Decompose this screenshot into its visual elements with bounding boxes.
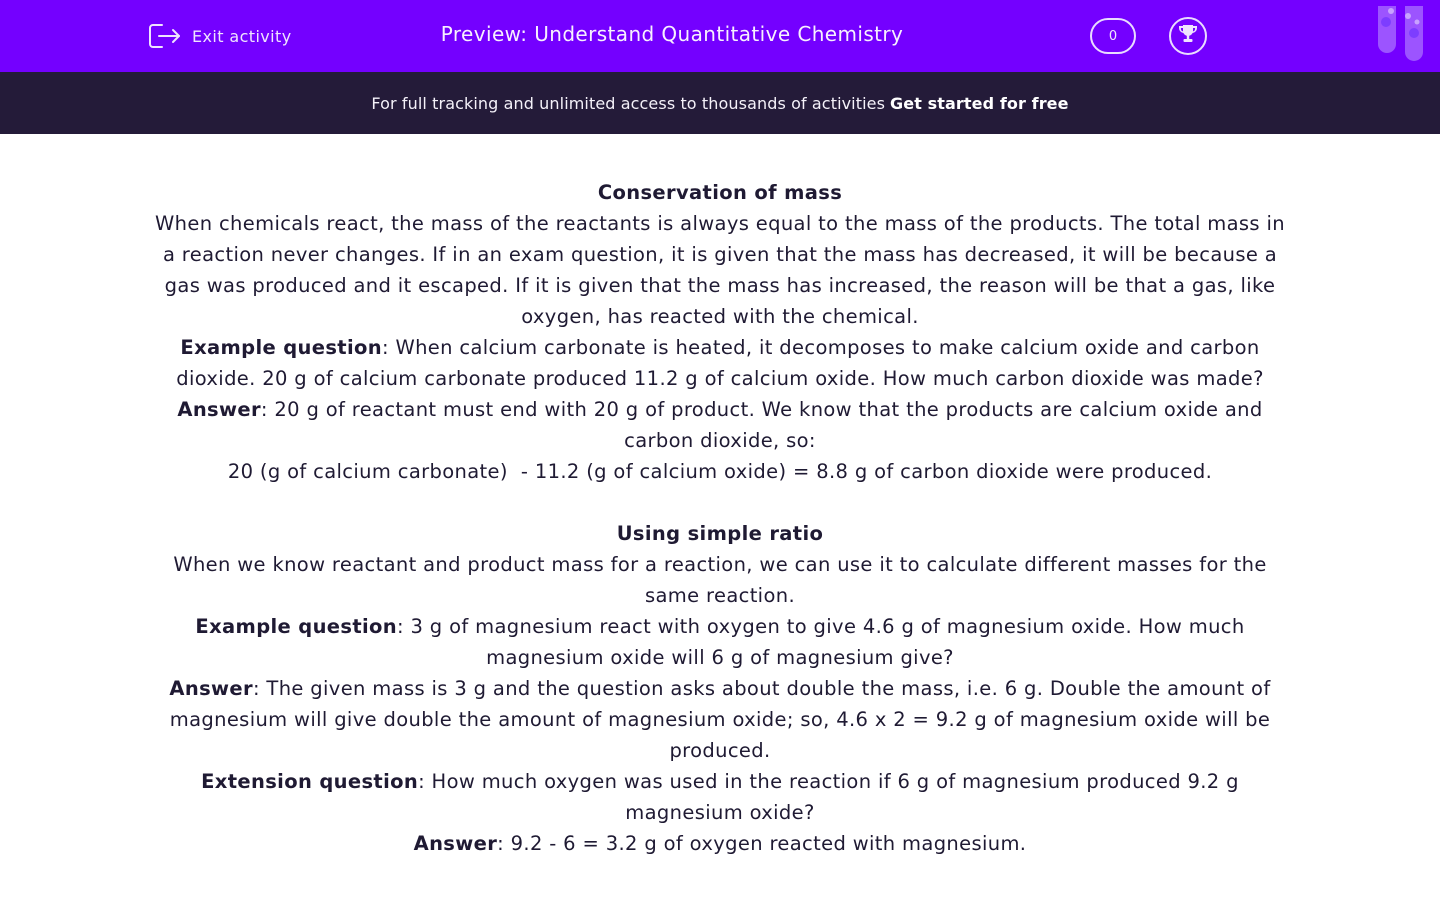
ratio-extension <box>150 766 1290 828</box>
promo-banner <box>0 72 1440 134</box>
answer-label: Answer <box>177 398 261 421</box>
ratio-answer <box>150 673 1290 766</box>
example-text: : When calcium carbonate is heated, it decomposes to make calcium oxide and carbon dioxide. 20 g of calcium carbonate produced 11.2 g of calcium oxide. How much carbon dioxide was made? <box>176 336 1264 390</box>
conservation-equation: 20 (g of calcium carbonate) - 11.2 (g of calcium oxide) = 8.8 g of carbon dioxide were produced. <box>227 460 1213 483</box>
answer-text: : The given mass is 3 g and the question asks about double the mass, i.e. 6 g. Double the amount of magnesium will give double the amount of magnesium oxide; so, 4.6 x 2 = 9.2 g of magnesium oxide will be produced. <box>169 677 1271 762</box>
answer-text: : 9.2 - 6 = 3.2 g of oxygen reacted with magnesium. <box>497 832 1027 855</box>
get-started-link[interactable]: Get started for free <box>890 93 1069 113</box>
answer-label: Answer <box>413 832 498 855</box>
trophy-button[interactable] <box>1169 17 1207 55</box>
page-title: Preview: Understand Quantitative Chemistry <box>440 22 904 46</box>
example-label: Example question <box>180 336 382 359</box>
ratio-extension-answer <box>150 828 1290 859</box>
test-tubes-logo <box>1372 0 1432 66</box>
section-heading-conservation: Conservation of mass <box>597 181 843 204</box>
section-heading-ratio: Using simple ratio <box>616 522 824 545</box>
trophy-icon <box>1176 22 1200 50</box>
lesson-content <box>150 177 1290 859</box>
extension-label: Extension question <box>201 770 419 793</box>
extension-text: : How much oxygen was used in the reaction if 6 g of magnesium produced 9.2 g magnesium oxide? <box>418 770 1239 824</box>
section-spacer <box>150 487 1290 518</box>
example-text: : 3 g of magnesium react with oxygen to give 4.6 g of magnesium oxide. How much magnesium oxide will 6 g of magnesium give? <box>397 615 1245 669</box>
conservation-intro: When chemicals react, the mass of the reactants is always equal to the mass of the products. The total mass in a reaction never changes. If in an exam question, it is given that the mass has decreased, it will be because a gas was produced and it escaped. If it is given that the mass has increased, the reason will be that a gas, like oxygen, has reacted with the chemical. <box>155 212 1285 328</box>
score-badge: 0 <box>1090 18 1136 54</box>
promo-text: For full tracking and unlimited access to thousands of activities <box>371 93 886 113</box>
conservation-answer <box>150 394 1290 456</box>
top-bar <box>0 0 1440 72</box>
example-label: Example question <box>195 615 398 638</box>
exit-label: Exit activity <box>192 26 292 46</box>
ratio-example <box>150 611 1290 673</box>
answer-text: : 20 g of reactant must end with 20 g of product. We know that the products are calcium oxide and carbon dioxide, so: <box>260 398 1263 452</box>
conservation-example <box>150 332 1290 394</box>
ratio-intro: When we know reactant and product mass for a reaction, we can use it to calculate different masses for the same reaction. <box>173 553 1267 607</box>
answer-label: Answer <box>169 677 253 700</box>
